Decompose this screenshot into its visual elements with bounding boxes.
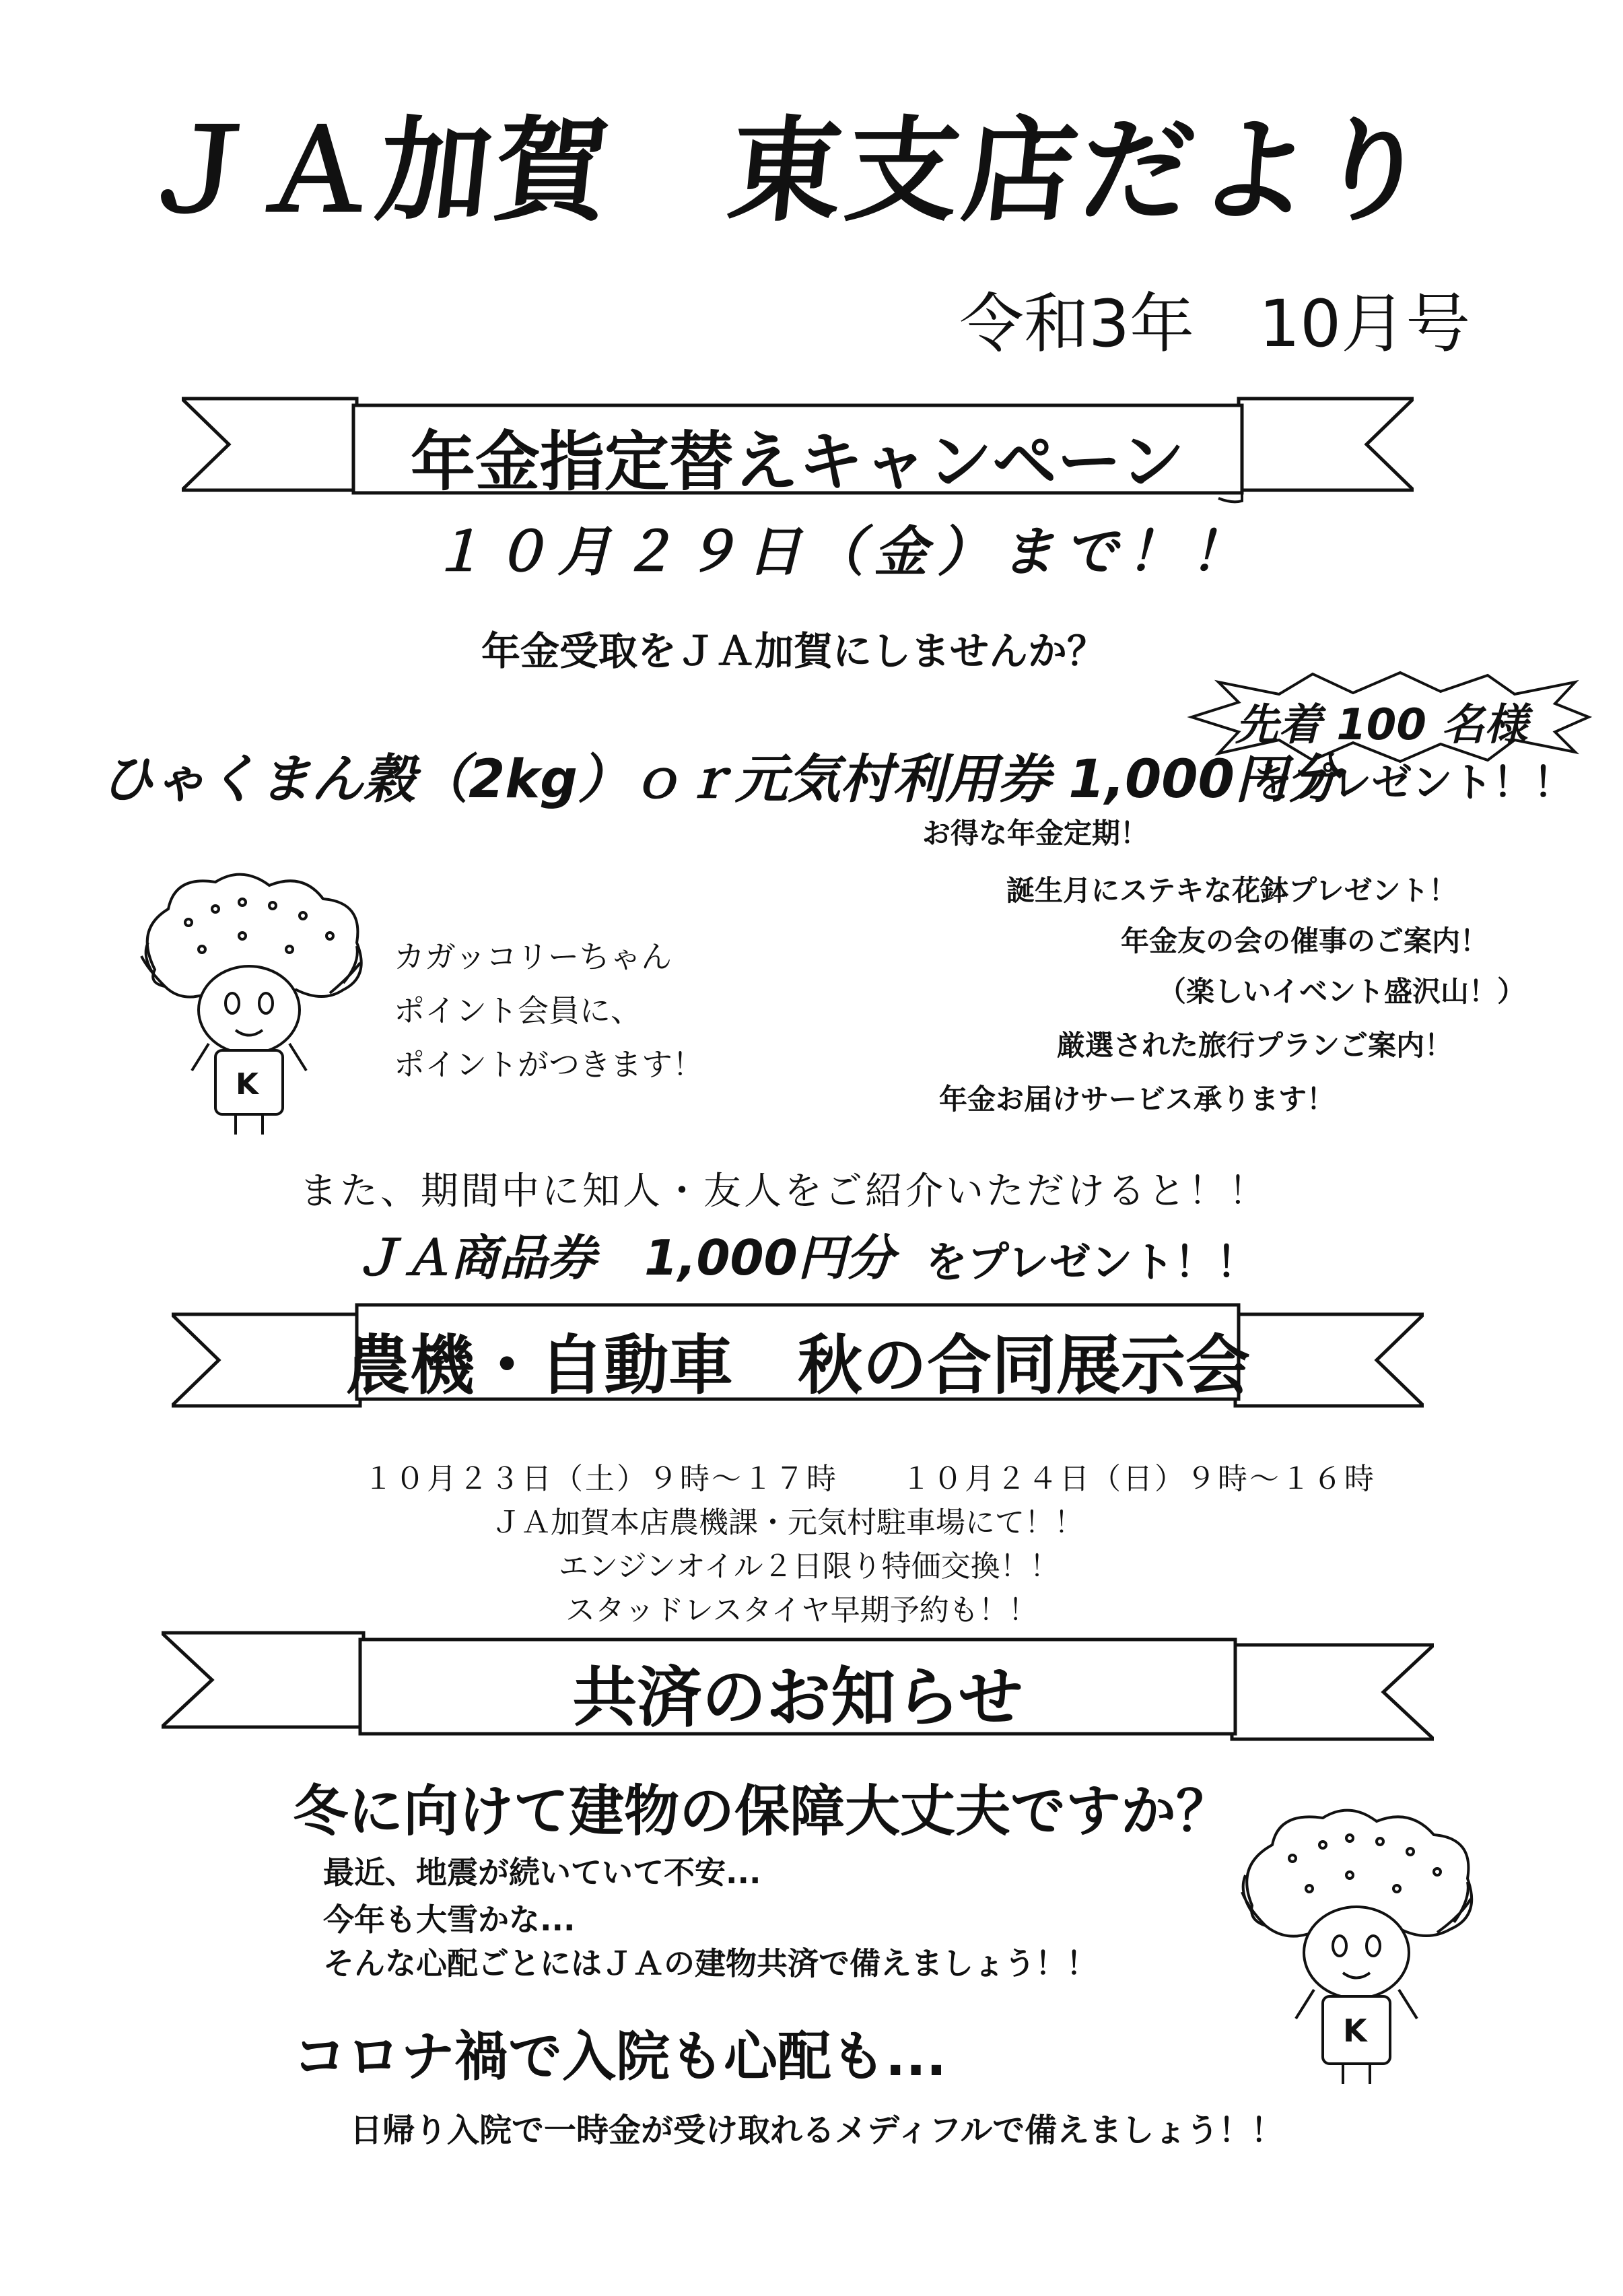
exhibition-line: スタッドレスタイヤ早期予約も！！ xyxy=(565,1593,1038,1627)
benefit-item: 年金お届けサービス承ります！ xyxy=(939,1083,1336,1116)
pension-campaign-banner xyxy=(182,391,1414,505)
exhibition-banner xyxy=(172,1299,1424,1421)
kyosai-banner xyxy=(162,1626,1434,1751)
gift-line: ひゃくまん穀（2kg）ｏｒ元気村利用券 1,000円分 xyxy=(101,749,1340,810)
kagaccoli-mascot xyxy=(1232,1804,1488,2087)
mascot-note: ポイント会員に、 xyxy=(394,992,642,1029)
campaign-deadline: １０月２９日（金）まで！！ xyxy=(431,520,1253,583)
benefit-item: 厳選された旅行プランご案内！ xyxy=(1057,1029,1453,1062)
mascot-letter: K xyxy=(1343,2013,1367,2049)
gift-suffix: をプレゼント！！ xyxy=(1252,759,1574,807)
broccoli-character-illustration xyxy=(1232,1804,1488,2087)
campaign-question: 年金受取をＪＡ加賀にしませんか？ xyxy=(481,628,1107,674)
referral-suffix: をプレゼント！！ xyxy=(926,1238,1258,1287)
benefit-item: 年金友の会の催事のご案内！ xyxy=(1121,924,1489,957)
exhibition-dates: １０月２３日（土）９時～１７時 １０月２４日（日）９時～１６時 xyxy=(364,1462,1376,1496)
benefit-item: 誕生月にステキな花鉢プレゼント！ xyxy=(1006,874,1457,907)
kagaccoli-mascot xyxy=(128,869,377,1138)
banner-label: 農機・自動車 秋の合同展示会 xyxy=(345,1328,1250,1403)
mascot-letter: K xyxy=(236,1067,259,1102)
building-line: 最近、地震が続いていて不安... xyxy=(323,1854,761,1891)
building-line: 今年も大雪かな... xyxy=(323,1901,576,1938)
burst-label: 先着 100 名様 xyxy=(1235,700,1528,750)
medical-line: 日帰り入院で一時金が受け取れるメディフルで備えましょう！！ xyxy=(350,2112,1284,2149)
building-heading: 冬に向けて建物の保障大丈夫ですか？ xyxy=(293,1780,1232,1844)
exhibition-line: エンジンオイル２日限り特価交換！！ xyxy=(559,1549,1060,1584)
mascot-note: カガッコリーちゃん xyxy=(394,939,672,975)
banner-label: 共済のお知らせ xyxy=(572,1660,1023,1735)
broccoli-character-illustration xyxy=(128,869,377,1138)
benefit-item: （楽しいイベント盛沢山！） xyxy=(1158,975,1526,1008)
mascot-note: ポイントがつきます！ xyxy=(394,1046,703,1083)
newsletter-title: ＪＡ加賀 東支店だより xyxy=(137,105,1439,237)
referral-gift: ＪＡ商品券 1,000円分 xyxy=(353,1229,895,1286)
referral-line: また、期間中に知人・友人をご紹介いただけると！！ xyxy=(300,1170,1269,1213)
benefit-item: お得な年金定期！ xyxy=(922,817,1149,850)
issue-date: 令和3年 10月号 xyxy=(959,286,1471,362)
banner-label: 年金指定替えキャンペーン xyxy=(410,424,1185,500)
exhibition-line: ＪＡ加賀本店農機課・元気村駐車場にて！！ xyxy=(491,1506,1084,1540)
medical-heading: コロナ禍で入院も心配も... xyxy=(293,2025,947,2088)
building-line: そんな心配ごとにはＪＡの建物共済で備えましょう！！ xyxy=(323,1945,1097,1982)
